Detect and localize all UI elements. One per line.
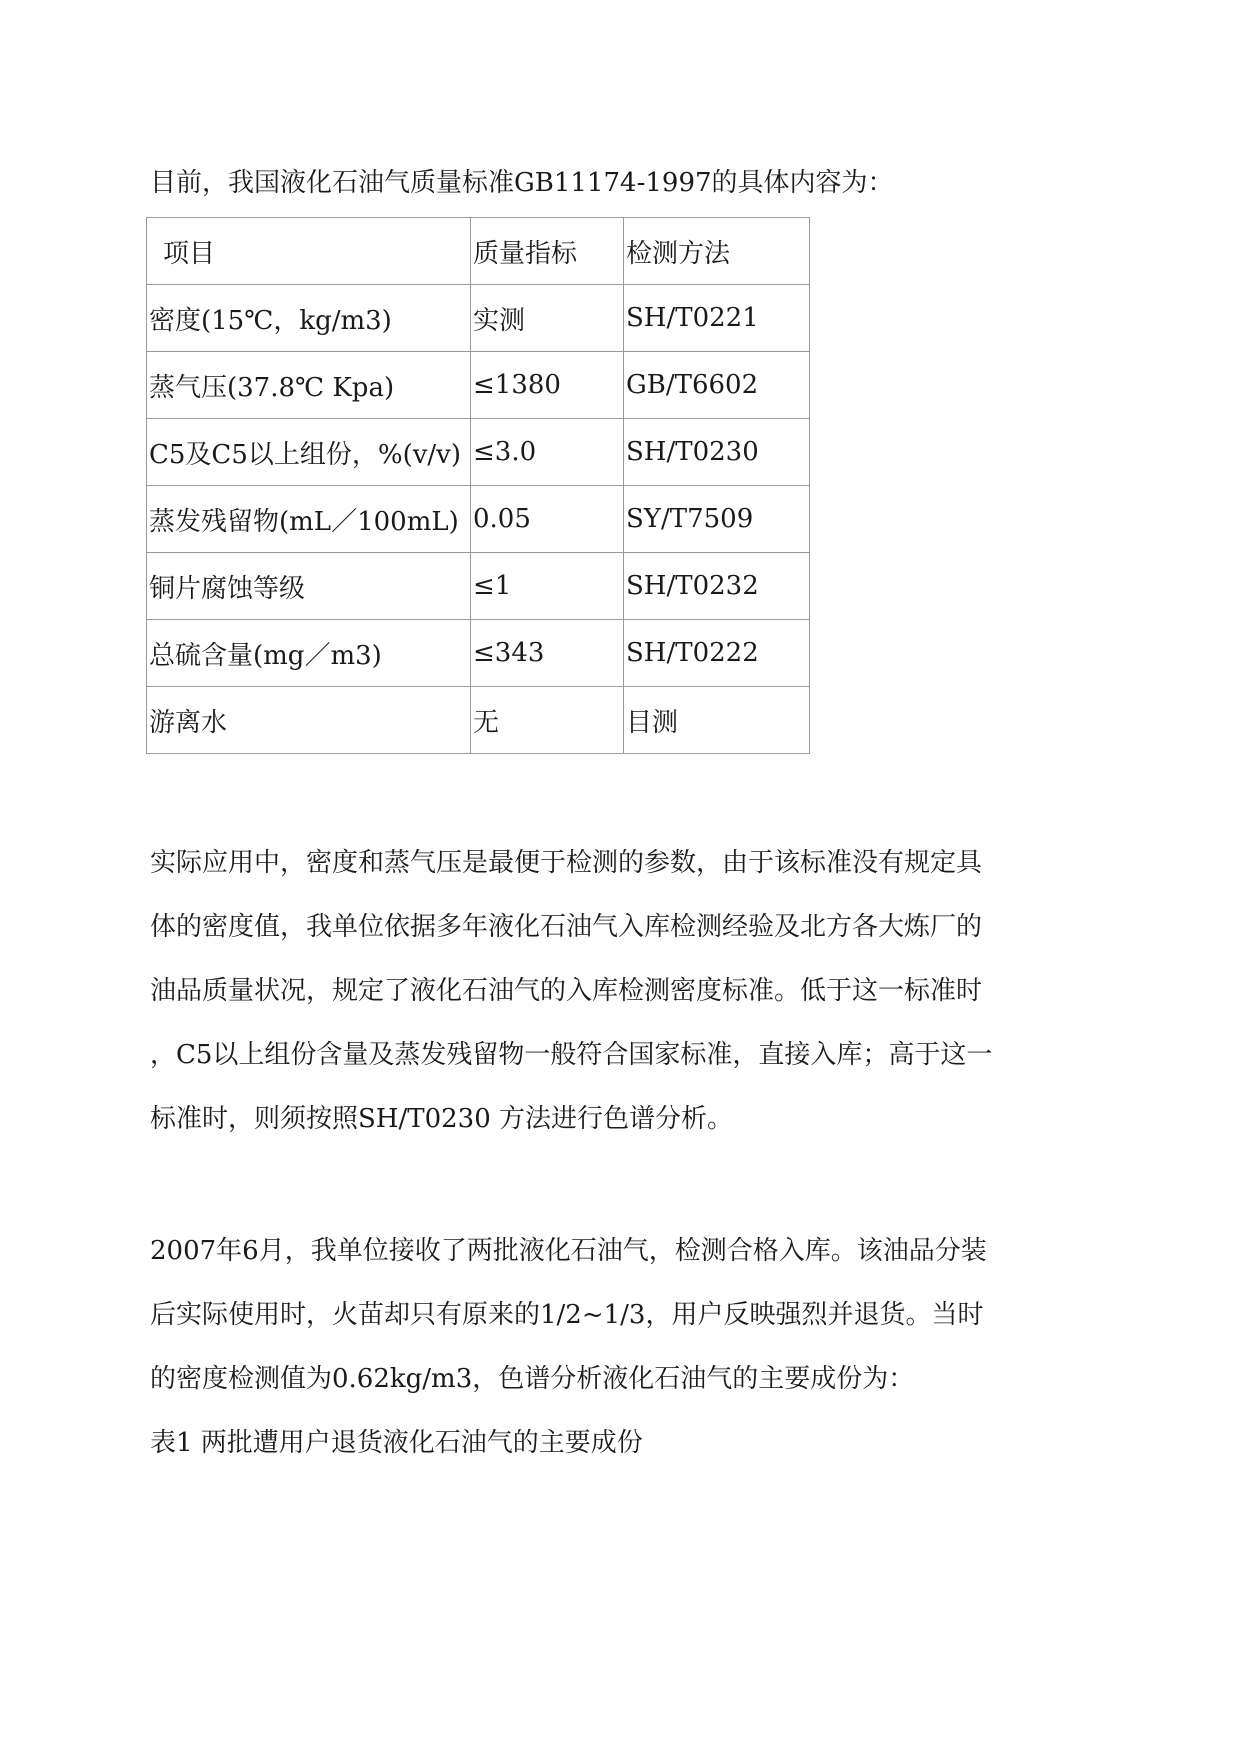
paragraph-line: 体的密度值，我单位依据多年液化石油气入库检测经验及北方各大炼厂的 — [150, 912, 983, 942]
table-cell: 目测 — [624, 687, 810, 754]
table-cell: SY/T7509 — [624, 486, 810, 553]
header-item: 项目 — [147, 218, 471, 285]
table-row — [147, 419, 810, 486]
paragraph-density-standard — [150, 831, 1090, 1151]
paragraph-line: 实际应用中，密度和蒸气压是最便于检测的参数，由于该标准没有规定具 — [150, 848, 983, 878]
table-cell: 总硫含量(mg／m3) — [147, 620, 471, 687]
table-row — [147, 352, 810, 419]
table-row — [147, 687, 810, 754]
header-quality-index: 质量指标 — [471, 218, 624, 285]
intro-text: 目前，我国液化石油气质量标准GB11174-1997的具体内容为： — [150, 168, 894, 198]
paragraph-line: 的密度检测值为0.62kg/m3，色谱分析液化石油气的主要成份为： — [150, 1364, 915, 1394]
table-cell: ≤343 — [471, 620, 624, 687]
table-cell: 实测 — [471, 285, 624, 352]
table-cell: ≤1 — [471, 553, 624, 620]
table-cell: 0.05 — [471, 486, 624, 553]
table-cell: SH/T0232 — [624, 553, 810, 620]
table-row — [147, 620, 810, 687]
table-cell: 铜片腐蚀等级 — [147, 553, 471, 620]
table-cell: 蒸发残留物(mL／100mL) — [147, 486, 471, 553]
table-cell: 无 — [471, 687, 624, 754]
table-cell: C5及C5以上组份，%(v/v) — [147, 419, 471, 486]
paragraph-line: 标准时，则须按照SH/T0230 方法进行色谱分析。 — [150, 1104, 734, 1134]
paragraph-line: 2007年6月，我单位接收了两批液化石油气，检测合格入库。该油品分装 — [150, 1236, 987, 1266]
table-cell: 游离水 — [147, 687, 471, 754]
paragraph-line: 后实际使用时，火苗却只有原来的1/2~1/3，用户反映强烈并退货。当时 — [150, 1300, 984, 1330]
table-cell: SH/T0222 — [624, 620, 810, 687]
quality-standard-table — [146, 217, 810, 754]
paragraph-line: 油品质量状况，规定了液化石油气的入库检测密度标准。低于这一标准时 — [150, 976, 983, 1006]
table-cell: 蒸气压(37.8℃ Kpa) — [147, 352, 471, 419]
table-row — [147, 486, 810, 553]
table-row — [147, 285, 810, 352]
header-test-method: 检测方法 — [624, 218, 810, 285]
table-cell: ≤1380 — [471, 352, 624, 419]
table-caption: 表1 两批遭用户退货液化石油气的主要成份 — [150, 1428, 643, 1458]
paragraph-case-2007 — [150, 1219, 1090, 1475]
table-cell: GB/T6602 — [624, 352, 810, 419]
paragraph-line: ，C5以上组份含量及蒸发残留物一般符合国家标准，直接入库；高于这一 — [150, 1040, 993, 1070]
table-row — [147, 553, 810, 620]
table-cell: ≤3.0 — [471, 419, 624, 486]
table-cell: 密度(15℃，kg/m3) — [147, 285, 471, 352]
table-cell: SH/T0230 — [624, 419, 810, 486]
table-cell: SH/T0221 — [624, 285, 810, 352]
table-header-row — [147, 218, 810, 285]
